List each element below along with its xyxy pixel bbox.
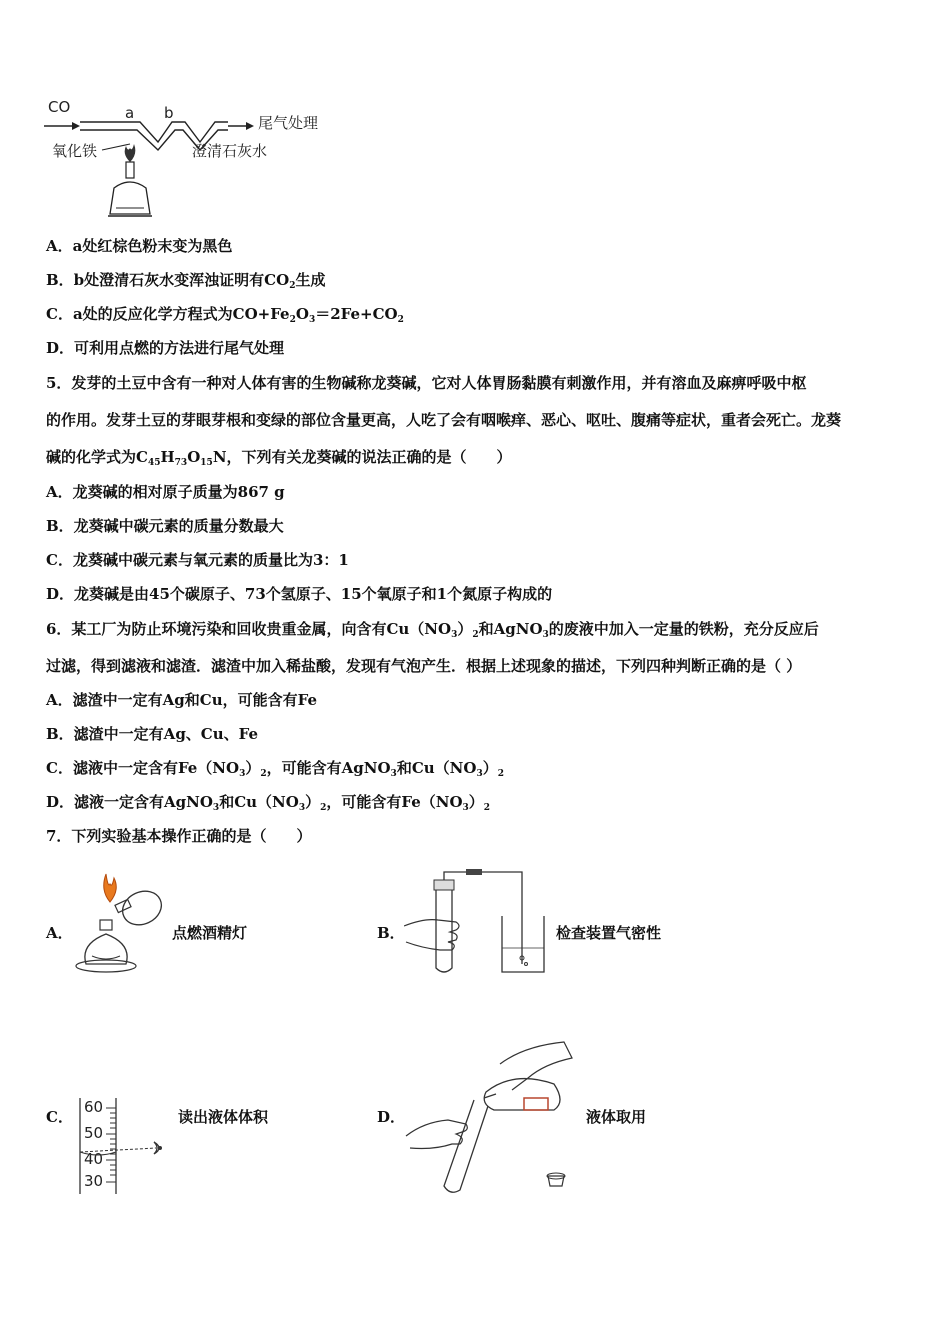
tick-60: 60 <box>84 1098 104 1116</box>
q6-option-d: D．滤液一定含有AgNO$_3$和$Cu(NO_3)_2$，可能含有$Fe(NO_3)_2$ <box>46 793 491 813</box>
q6-option-a: A．滤渣中一定有Ag和Cu，可能含有Fe <box>46 691 317 709</box>
tick-30: 30 <box>84 1172 104 1190</box>
limewater-label: 澄清石灰水 <box>192 142 268 160</box>
q6-option-b: B．滤渣中一定有Ag、Cu、Fe <box>46 725 259 743</box>
q7-option-d-caption: 液体取用 <box>586 1108 647 1126</box>
q7-option-b-label: B． <box>377 924 405 942</box>
lighting-lamp-figure <box>72 868 172 976</box>
q7-option-a-label: A． <box>46 924 73 942</box>
q5-option-b: B．龙葵碱中碳元素的质量分数最大 <box>46 517 284 535</box>
q4-option-d: D．可利用点燃的方法进行尾气处理 <box>46 339 285 357</box>
q5-stem-line3: 碱的化学式为$C_{45}H_{73}O_{15}N$，下列有关龙葵碱的说法正确的是（ ） <box>46 448 512 468</box>
liquid-pouring-figure <box>404 1040 584 1200</box>
q5-option-c: C．龙葵碱中碳元素与氧元素的质量比为3：1 <box>46 551 349 569</box>
q6-stem-line2: 过滤，得到滤液和滤渣．滤渣中加入稀盐酸，发现有气泡产生．根据上述现象的描述，下列四种判断正确的是（ ） <box>46 657 802 675</box>
q6-stem-line1: 6．某工厂为防止环境污染和回收贵重金属，向含有$Cu(NO_3)_2$和AgNO$_3$的废液中加入一定量的铁粉，充分反应后 <box>46 620 819 640</box>
graduated-cylinder-figure <box>74 1096 184 1196</box>
tick-40: 40 <box>84 1150 104 1168</box>
tail-gas-label: 尾气处理 <box>258 114 319 132</box>
co-label: CO <box>48 98 71 116</box>
q7-option-c-label: C． <box>46 1108 73 1126</box>
q6-option-c: C．滤液中一定含有$Fe(NO_3)_2$，可能含有AgNO$_3$和$Cu(NO_3)_2$ <box>46 759 504 779</box>
q5-stem-line2: 的作用。发芽土豆的芽眼芽根和变绿的部位含量更高，人吃了会有咽喉痒、恶心、呕吐、腹痛等症状，重者会死亡。龙葵 <box>46 411 842 429</box>
q4-option-b: B．b处澄清石灰水变浑浊证明有$CO_2$生成 <box>46 271 326 291</box>
tick-50: 50 <box>84 1124 104 1142</box>
q5-option-d: D．龙葵碱是由45个碳原子、73个氢原子、15个氧原子和1个氮原子构成的 <box>46 585 553 603</box>
q5-option-a: A．龙葵碱的相对原子质量为867 g <box>46 483 285 501</box>
airtightness-check-figure <box>404 864 554 978</box>
q7-option-c-caption: 读出液体体积 <box>178 1108 269 1126</box>
iron-oxide-label: 氧化铁 <box>52 142 98 160</box>
q7-option-a-caption: 点燃酒精灯 <box>172 924 248 942</box>
q4-option-c: C．a处的反应化学方程式为$CO+Fe_2O_3=2Fe+CO_2$ <box>46 305 404 325</box>
q7-stem: 7．下列实验基本操作正确的是（ ） <box>46 827 312 845</box>
q7-option-b-caption: 检查装置气密性 <box>556 924 662 942</box>
q5-stem-line1: 5．发芽的土豆中含有一种对人体有害的生物碱称龙葵碱，它对人体胃肠黏膜有刺激作用，并有溶血及麻痹呼吸中枢 <box>46 374 807 392</box>
b-label: b <box>164 104 174 122</box>
co-reduction-apparatus-figure <box>40 96 340 226</box>
q4-option-a: A．a处红棕色粉末变为黑色 <box>46 237 233 255</box>
a-label: a <box>125 104 135 122</box>
q7-option-d-label: D． <box>377 1108 406 1126</box>
